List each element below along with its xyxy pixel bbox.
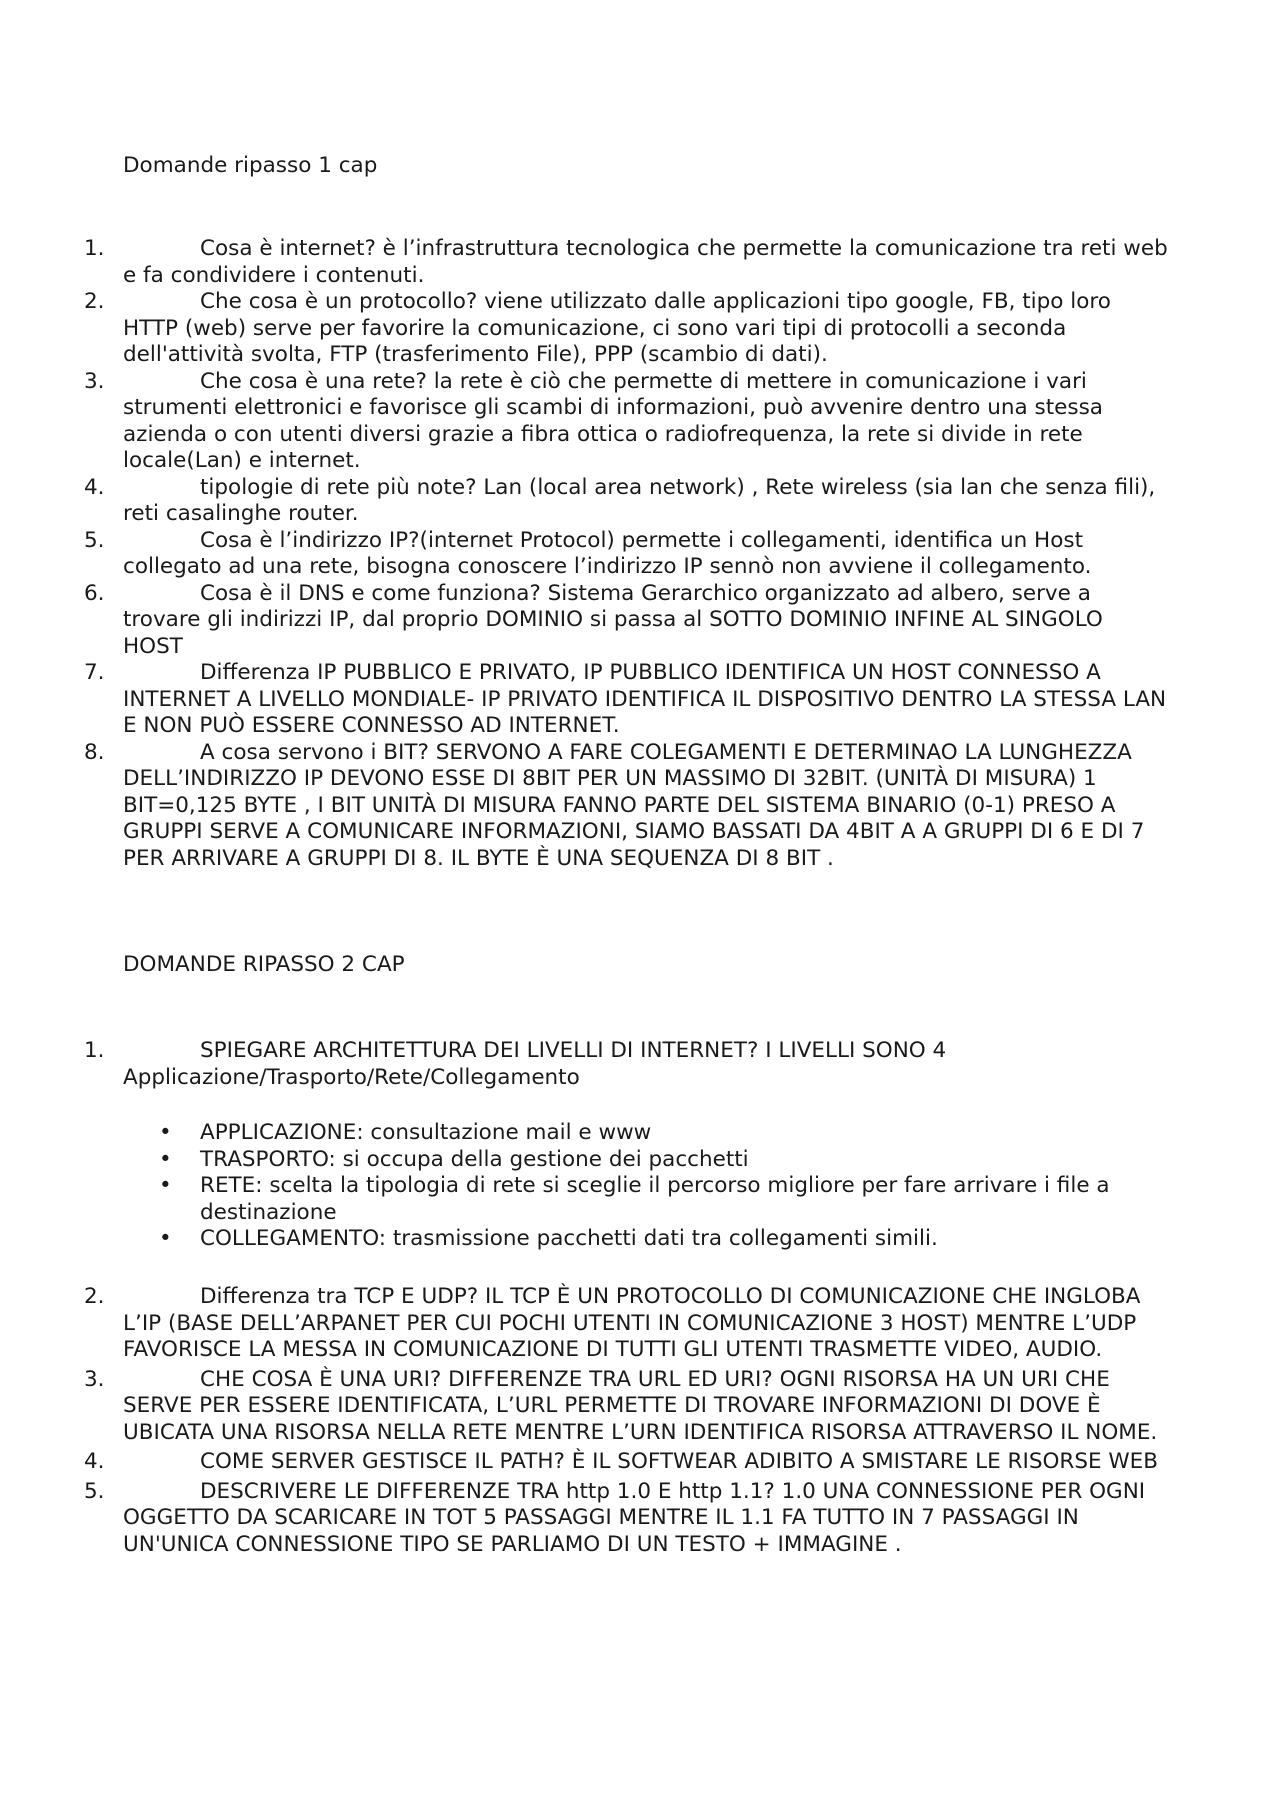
section-2-first-question bbox=[0, 1038, 1280, 1091]
section-1-question-list bbox=[0, 236, 1280, 872]
bullet-text: RETE: scelta la tipologia di rete si sceglie il percorso migliore per fare arrivare i file a destinazione bbox=[200, 1173, 1110, 1225]
question-number: 2. bbox=[84, 1284, 105, 1309]
bullet-item bbox=[0, 1147, 1168, 1174]
question-number: 6. bbox=[84, 580, 105, 606]
bullet-item bbox=[0, 1226, 1168, 1253]
question-text: Che cosa è un protocollo? viene utilizzato dalle applicazioni tipo google, FB, tipo loro HTTP (web) serve per favorire la comunicazione, ci sono vari tipi di protocolli a seconda dell'attività svolta, FTP (trasferimento File), PPP (scambio di dati). bbox=[123, 289, 1111, 367]
question-number: 5. bbox=[84, 527, 105, 553]
question-item bbox=[0, 369, 1168, 475]
question-item bbox=[0, 1284, 1168, 1364]
section-2-question-list bbox=[0, 1284, 1280, 1558]
question-item bbox=[0, 581, 1168, 661]
question-text: Cosa è internet? è l’infrastruttura tecnologica che permette la comunicazione tra reti web e fa condividere i contenuti. bbox=[123, 236, 1168, 288]
question-text: Differenza IP PUBBLICO E PRIVATO, IP PUBBLICO IDENTIFICA UN HOST CONNESSO A INTERNET A LIVELLO MONDIALE- IP PRIVATO IDENTIFICA IL DISPOSITIVO DENTRO LA STESSA LAN E NON PUÒ ESSERE CONNESSO AD INTERNET. bbox=[123, 660, 1167, 738]
question-item bbox=[0, 660, 1168, 740]
question-number: 3. bbox=[84, 1366, 105, 1392]
question-number: 5. bbox=[84, 1478, 105, 1504]
question-number: 1. bbox=[84, 236, 105, 261]
question-number: 7. bbox=[84, 660, 105, 685]
bullet-dot: • bbox=[159, 1226, 172, 1251]
bullet-text: COLLEGAMENTO: trasmissione pacchetti dati tra collegamenti simili. bbox=[200, 1226, 938, 1251]
bullet-dot: • bbox=[159, 1120, 172, 1145]
question-text: Cosa è il DNS e come funziona? Sistema Gerarchico organizzato ad albero, serve a trovare gli indirizzi IP, dal proprio DOMINIO si passa al SOTTO DOMINIO INFINE AL SINGOLO HOST bbox=[123, 580, 1103, 659]
question-item bbox=[0, 1367, 1168, 1447]
question-text: Differenza tra TCP E UDP? IL TCP È UN PROTOCOLLO DI COMUNICAZIONE CHE INGLOBA L’IP (BASE DELL’ARPANET PER CUI POCHI UTENTI IN COMUNICAZIONE 3 HOST) MENTRE L’UDP FAVORISCE LA MESSA IN COMUNICAZIONE DI TUTTI GLI UTENTI TRASMETTE VIDEO, AUDIO. bbox=[123, 1284, 1141, 1362]
question-text: tipologie di rete più note? Lan (local area network) , Rete wireless (sia lan che senza fili), reti casalinghe router. bbox=[123, 474, 1156, 526]
question-item bbox=[0, 740, 1168, 873]
question-number: 1. bbox=[84, 1038, 105, 1063]
question-item bbox=[0, 475, 1168, 528]
question-text: Che cosa è una rete? la rete è ciò che permette di mettere in comunicazione i vari strumenti elettronici e favorisce gli scambi di informazioni, può avvenire dentro una stessa azienda o con utenti diversi grazie a fibra ottica o radiofrequenza, la rete si divide in rete locale(Lan) e internet. bbox=[123, 368, 1103, 473]
bullet-dot: • bbox=[159, 1146, 172, 1172]
question-text: COME SERVER GESTISCE IL PATH? È IL SOFTWEAR ADIBITO A SMISTARE LE RISORSE WEB bbox=[200, 1449, 1159, 1474]
bullet-item bbox=[0, 1173, 1168, 1226]
section-1-title: Domande ripasso 1 cap bbox=[123, 153, 378, 178]
question-text: DESCRIVERE LE DIFFERENZE TRA http 1.0 E http 1.1? 1.0 UNA CONNESSIONE PER OGNI OGGETTO DA SCARICARE IN TOT 5 PASSAGGI MENTRE IL 1.1 FA TUTTO IN 7 PASSAGGI IN UN'UNICA CONNESSIONE TIPO SE PARLIAMO DI UN TESTO + IMMAGINE . bbox=[123, 1478, 1146, 1557]
question-item bbox=[0, 528, 1168, 581]
section-2-title: DOMANDE RIPASSO 2 CAP bbox=[123, 952, 405, 977]
question-number: 4. bbox=[84, 474, 105, 500]
question-item bbox=[0, 289, 1168, 369]
internet-layers-bullet-list bbox=[0, 1120, 1280, 1253]
question-item bbox=[0, 236, 1168, 289]
question-item bbox=[0, 1479, 1168, 1559]
bullet-dot: • bbox=[159, 1173, 172, 1198]
question-number: 3. bbox=[84, 368, 105, 394]
question-text: A cosa servono i BIT? SERVONO A FARE COLEGAMENTI E DETERMINAO LA LUNGHEZZA DELL’INDIRIZZO IP DEVONO ESSE DI 8BIT PER UN MASSIMO DI 32BIT. (UNITÀ DI MISURA) 1 BIT=0,125 BYTE , I BIT UNITÀ DI MISURA FANNO PARTE DEL SISTEMA BINARIO (0-1) PRESO A GRUPPI SERVE A COMUNICARE INFORMAZIONI, SIAMO BASSATI DA 4BIT A A GRUPPI DI 6 E DI 7 PER ARRIVARE A GRUPPI DI 8. IL BYTE È UNA SEQUENZA DI 8 BIT . bbox=[123, 739, 1145, 871]
question-text: CHE COSA È UNA URI? DIFFERENZE TRA URL ED URI? OGNI RISORSA HA UN URI CHE SERVE PER ESSERE IDENTIFICATA, L’URL PERMETTE DI TROVARE INFORMAZIONI DI DOVE È UBICATA UNA RISORSA NELLA RETE MENTRE L’URN IDENTIFICA RISORSA ATTRAVERSO IL NOME. bbox=[123, 1366, 1158, 1445]
question-number: 2. bbox=[84, 289, 105, 314]
question-text: Cosa è l’indirizzo IP?(internet Protocol) permette i collegamenti, identifica un Host collegato ad una rete, bisogna conoscere l’indirizzo IP sennò non avviene il collegamento. bbox=[123, 527, 1092, 579]
question-item bbox=[0, 1449, 1168, 1476]
question-item bbox=[0, 1038, 1168, 1091]
bullet-text: TRASPORTO: si occupa della gestione dei pacchetti bbox=[200, 1146, 749, 1172]
question-number: 4. bbox=[84, 1449, 105, 1474]
bullet-item bbox=[0, 1120, 1168, 1147]
question-text: SPIEGARE ARCHITETTURA DEI LIVELLI DI INTERNET? I LIVELLI SONO 4 Applicazione/Trasporto/Rete/Collegamento bbox=[123, 1038, 947, 1090]
bullet-text: APPLICAZIONE: consultazione mail e www bbox=[200, 1120, 652, 1145]
question-number: 8. bbox=[84, 739, 105, 765]
